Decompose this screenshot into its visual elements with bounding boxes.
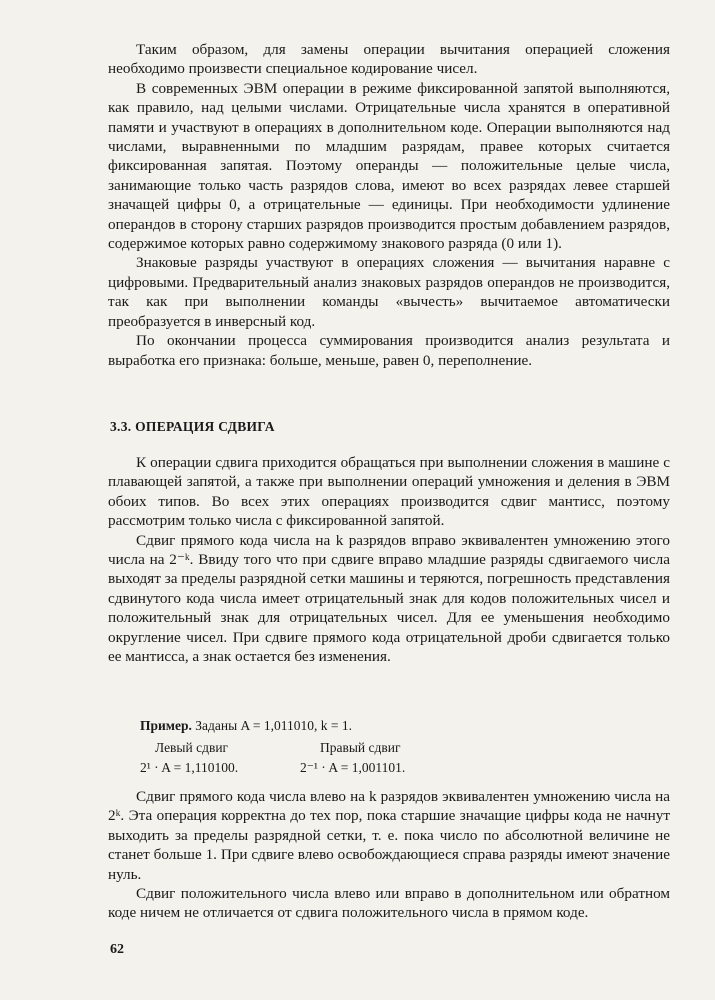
paragraph: Знаковые разряды участвуют в операциях сложения — вычитания наравне с цифровыми. Предварительный анализ знаковых разрядов операндов не производится, так как при выполнении команды «вычесть» вычитаемое автоматически преобразуется в инверсный код. bbox=[108, 254, 670, 330]
text-block-top bbox=[108, 40, 670, 370]
example-right-title: Правый сдвиг bbox=[320, 740, 401, 755]
example-given-text: Заданы A = 1,011010, k = 1. bbox=[195, 718, 353, 733]
paragraph: Сдвиг положительного числа влево или вправо в дополнительном или обратном коде ничем не отличается от сдвига положительного числа в прямом коде. bbox=[108, 885, 670, 922]
example-given bbox=[140, 718, 352, 734]
section-heading: 3.3. ОПЕРАЦИЯ СДВИГА bbox=[110, 419, 275, 434]
paragraph: К операции сдвига приходится обращаться при выполнении сложения в машине с плавающей запятой, а также при выполнении операций умножения и деления в ЭВМ обоих типов. Во всех этих операциях производится сдвиг мантисс, поэтому рассмотрим только числа с фиксированной запятой. bbox=[108, 454, 670, 530]
example-label: Пример. bbox=[140, 718, 192, 733]
example-left-result: 2¹ · A = 1,110100. bbox=[140, 760, 239, 775]
paragraph: По окончании процесса суммирования производится анализ результата и выработка его признака: больше, меньше, равен 0, переполнение. bbox=[108, 332, 670, 369]
text-block-middle bbox=[108, 453, 670, 666]
paragraph: Сдвиг прямого кода числа влево на k разрядов эквивалентен умножению числа на 2ᵏ. Эта операция корректна до тех пор, пока старшие значащие цифры кода не начнут выходить за пределы разрядной сетки, т. е. пока число по абсолютной величине не станет больше 1. При сдвиге влево освобождающиеся справа разряды имеют значение нуль. bbox=[108, 788, 670, 883]
paragraph: Сдвиг прямого кода числа на k разрядов вправо эквивалентен умножению этого числа на 2⁻ᵏ. Ввиду того что при сдвиге вправо младшие разряды сдвигаемого числа выходят за пределы разрядной сетки машины и теряются, погрешность представления сдвинутого кода числа имеет отрицательный знак для кодов положительных чисел и положительный знак для отрицательных чисел. Для ее уменьшения необходимо округление чисел. При сдвиге прямого кода отрицательной дроби сдвигается только ее мантисса, а знак остается без изменения. bbox=[108, 531, 670, 666]
paragraph: В современных ЭВМ операции в режиме фиксированной запятой выполняются, как правило, над целыми числами. Отрицательные числа хранятся в оперативной памяти и участвуют в операциях в дополнительном коде. Операции выполняются над числами, выравненными по младшим разрядам, правее которых считается фиксированная запятая. Поэтому операнды — положительные целые числа, занимающие только часть разрядов слова, имеют во всех разрядах левее старшей значащей цифры 0, а отрицательные — единицы. При необходимости удлинение операндов в сторону старших разрядов производится простым добавлением разрядов, содержимое которых равно содержимому знакового разряда (0 или 1). bbox=[108, 79, 670, 253]
paragraph: Таким образом, для замены операции вычитания операцией сложения необходимо произвести специальное кодирование чисел. bbox=[108, 41, 670, 78]
example-left-title: Левый сдвиг bbox=[155, 740, 229, 755]
text-block-bottom bbox=[108, 787, 670, 923]
page-number: 62 bbox=[110, 942, 124, 957]
example-right-result: 2⁻¹ · A = 1,001101. bbox=[300, 760, 406, 775]
